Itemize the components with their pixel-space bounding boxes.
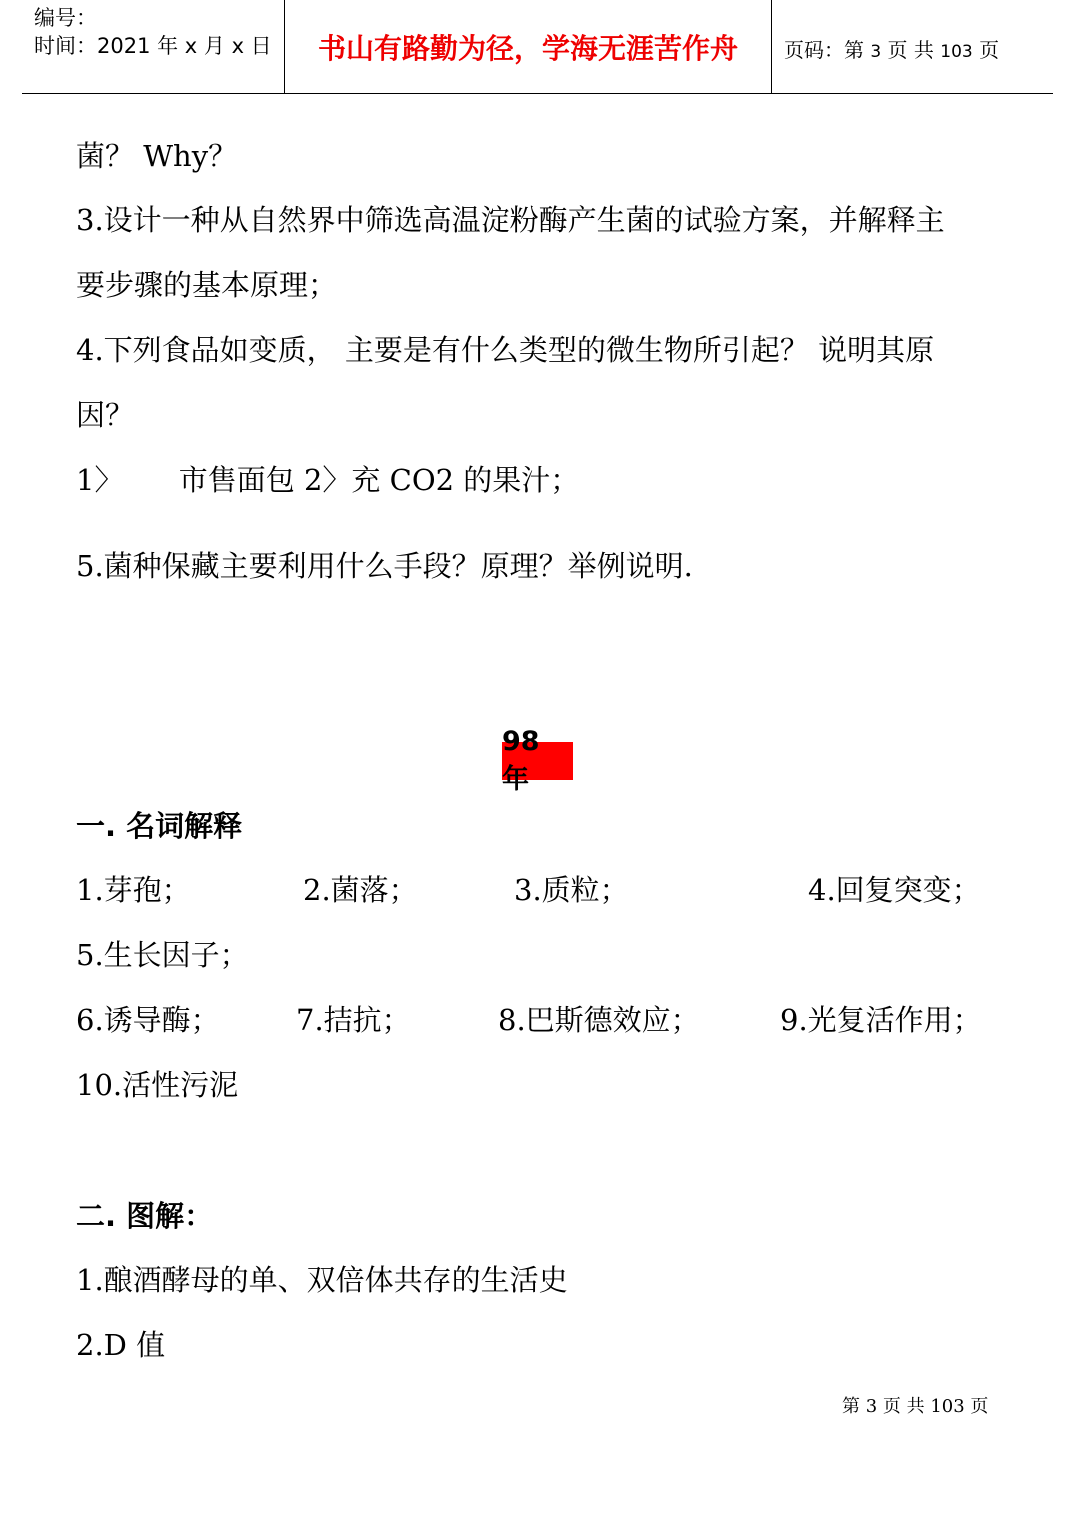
- term-item: 8.巴斯德效应；: [498, 1003, 700, 1037]
- term-item: 2.菌落；: [303, 873, 418, 907]
- page-prefix: 页码：第: [784, 38, 864, 62]
- continued-question: 菌？ Why？: [76, 139, 238, 173]
- header-page-info: [784, 34, 999, 63]
- term-item: 1.芽孢；: [76, 873, 191, 907]
- term-item: 3.质粒；: [514, 873, 629, 907]
- term-item: 10.活性污泥: [76, 1068, 239, 1102]
- part-2-title: 二. 图解：: [76, 1199, 214, 1233]
- question-4-items: 1〉 市售面包 2〉充 CO2 的果汁；: [76, 463, 580, 497]
- term-item: 5.生长因子；: [76, 938, 249, 972]
- question-4-line-1: 4.下列食品如变质， 主要是有什么类型的微生物所引起？ 说明其原: [76, 333, 935, 367]
- page-header: [22, 0, 1053, 94]
- term-item: 7.拮抗；: [296, 1003, 411, 1037]
- question-3-line-1: 3.设计一种从自然界中筛选高温淀粉酶产生菌的试验方案，并解释主: [76, 203, 945, 237]
- page-total: 103: [940, 42, 973, 62]
- page-middle: 页 共: [887, 38, 934, 62]
- id-label: 编号：: [34, 6, 97, 30]
- question-3-line-2: 要步骤的基本原理；: [76, 268, 338, 302]
- term-item: 9.光复活作用；: [780, 1003, 982, 1037]
- term-item: 6.诱导酶；: [76, 1003, 220, 1037]
- page-suffix: 页: [979, 38, 1000, 62]
- page-current: 3: [870, 42, 882, 62]
- header-meta: [22, 0, 285, 93]
- year-heading: 98 年: [502, 742, 573, 780]
- diagram-item: 2.D 值: [76, 1328, 166, 1362]
- header-motto: 书山有路勤为径，学海无涯苦作舟: [285, 0, 772, 93]
- question-5: 5.菌种保藏主要利用什么手段？原理？举例说明.: [76, 549, 693, 583]
- diagram-item: 1.酿酒酵母的单、双倍体共存的生活史: [76, 1263, 568, 1297]
- term-item: 4.回复突变；: [808, 873, 981, 907]
- question-4-line-2: 因？: [76, 398, 135, 432]
- page-footer: 第 3 页 共 103 页: [842, 1396, 989, 1417]
- part-1-title: 一. 名词解释: [76, 809, 243, 843]
- time-label: 时间：2021 年 x 月 x 日: [34, 34, 272, 58]
